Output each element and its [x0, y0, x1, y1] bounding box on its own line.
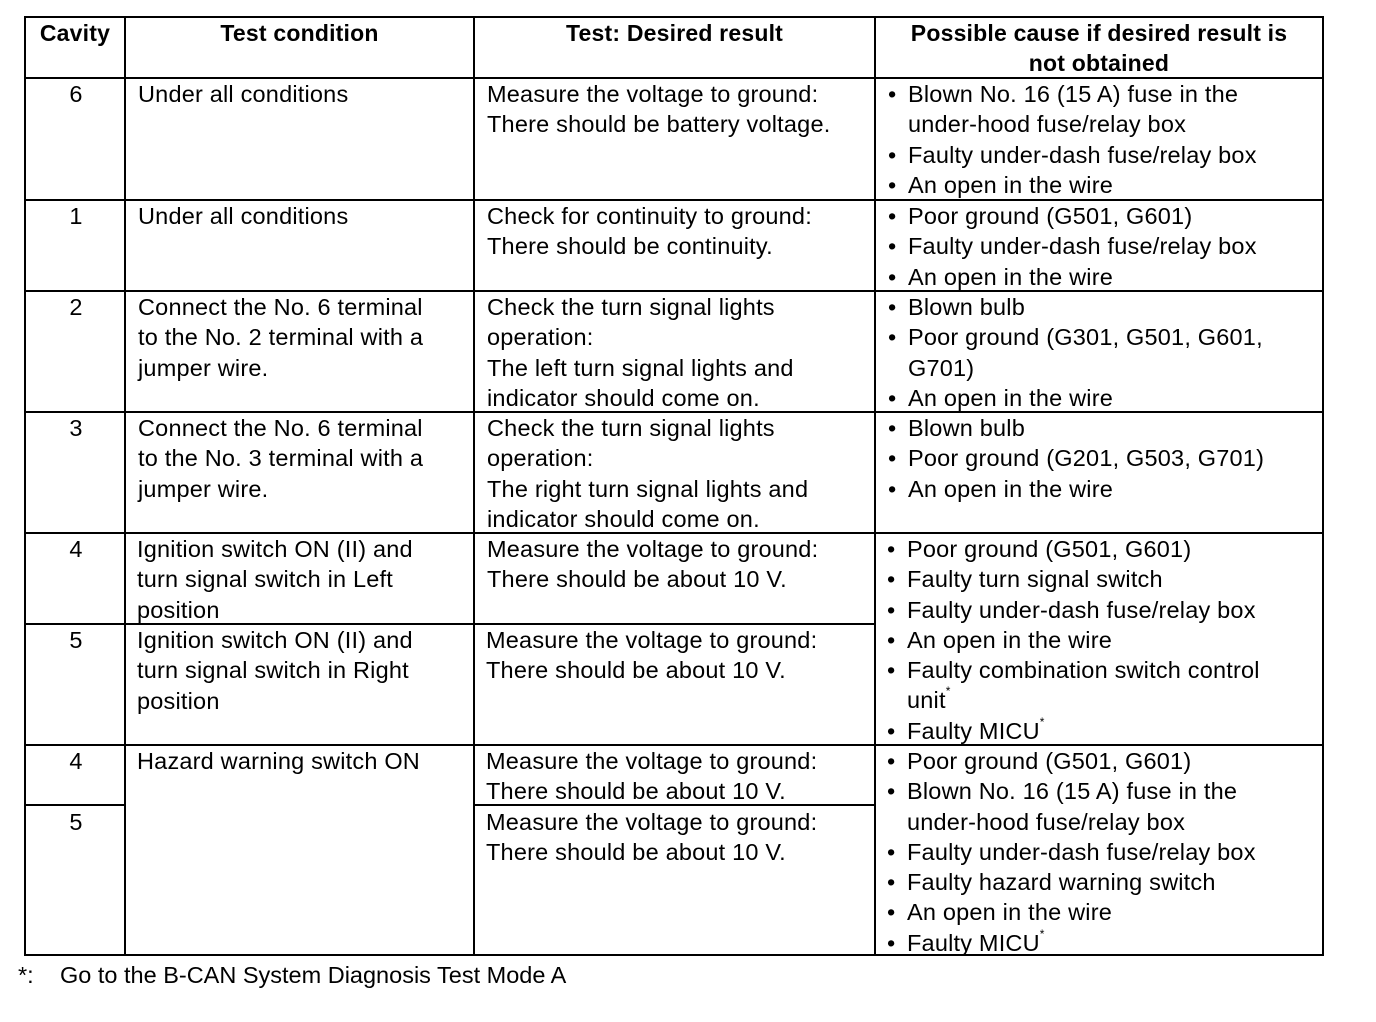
- condition-cell: [137, 746, 420, 776]
- diagnosis-table: [24, 16, 1324, 956]
- condition-cell: [138, 79, 348, 109]
- header-cavity: Cavity: [39, 20, 111, 46]
- cavity-cell: 5: [69, 809, 83, 835]
- desired-cell: [486, 625, 817, 686]
- condition-cell: [137, 625, 413, 716]
- cause-item: [883, 716, 1260, 746]
- condition-line: to the No. 3 terminal with a: [138, 445, 424, 472]
- condition-line: Hazard warning switch ON: [137, 748, 420, 774]
- cause-item: • Blown No. 16 (15 A) fuse in the: [883, 776, 1256, 806]
- header-cause-line2: not obtained: [1028, 50, 1170, 76]
- condition-line: Under all conditions: [138, 203, 349, 229]
- row-divider: [26, 804, 124, 806]
- cause-text: Faulty MICU: [907, 717, 1040, 744]
- asterisk-mark: *: [945, 684, 951, 699]
- cause-item: • Faulty hazard warning switch: [883, 867, 1256, 897]
- cause-item: • An open in the wire: [884, 383, 1263, 413]
- desired-line: There should be about 10 V.: [487, 566, 787, 593]
- cause-text: unit: [907, 687, 946, 714]
- asterisk-mark: *: [1039, 926, 1045, 941]
- cause-item-cont: under-hood fuse/relay box: [907, 808, 1186, 835]
- condition-line: Ignition switch ON (II) and: [137, 627, 413, 653]
- desired-line: Check for continuity to ground:: [487, 203, 812, 229]
- col-divider: [473, 18, 475, 954]
- cause-item: • Faulty under-dash fuse/relay box: [884, 231, 1257, 261]
- cavity-cell: 2: [69, 294, 83, 320]
- desired-cell: [487, 201, 812, 262]
- desired-line: operation:: [487, 324, 594, 351]
- cause-item: • Faulty turn signal switch: [883, 564, 1260, 594]
- desired-line: Measure the voltage to ground:: [486, 627, 818, 653]
- condition-line: to the No. 2 terminal with a: [138, 324, 424, 351]
- cause-list: [884, 292, 1263, 413]
- cause-item: • Blown No. 16 (15 A) fuse in the: [884, 79, 1257, 109]
- condition-line: Connect the No. 6 terminal: [138, 294, 423, 320]
- desired-line: The left turn signal lights and: [487, 354, 794, 381]
- condition-cell: [137, 534, 413, 625]
- desired-cell: [487, 534, 818, 595]
- footnote: [18, 960, 566, 990]
- condition-cell: [138, 201, 348, 231]
- header-test-condition: Test condition: [220, 20, 379, 46]
- desired-cell: [487, 79, 830, 140]
- desired-cell: [486, 746, 817, 807]
- cause-list: [884, 201, 1257, 292]
- condition-line: position: [137, 687, 220, 714]
- cause-item: • Poor ground (G501, G601): [883, 534, 1260, 564]
- cavity-cell: 1: [69, 203, 83, 229]
- desired-line: There should be continuity.: [487, 233, 773, 260]
- desired-cell: [486, 807, 817, 868]
- desired-line: The right turn signal lights and: [487, 475, 809, 502]
- desired-line: Check the turn signal lights: [487, 415, 775, 441]
- cause-list: [883, 746, 1256, 958]
- footnote-text: Go to the B-CAN System Diagnosis Test Mode A: [60, 962, 567, 988]
- desired-line: There should be about 10 V.: [486, 657, 786, 684]
- header-possible-cause: [876, 18, 1322, 78]
- desired-line: Measure the voltage to ground:: [486, 809, 818, 835]
- cause-item: • Poor ground (G201, G503, G701): [884, 443, 1264, 473]
- condition-line: Under all conditions: [138, 81, 349, 107]
- condition-line: jumper wire.: [138, 354, 269, 381]
- cause-item: • An open in the wire: [884, 170, 1257, 200]
- desired-line: There should be battery voltage.: [487, 111, 831, 138]
- cause-item: • Poor ground (G501, G601): [884, 201, 1257, 231]
- cause-item: [883, 928, 1256, 958]
- footnote-mark: *:: [18, 962, 34, 988]
- condition-line: turn signal switch in Left: [137, 566, 393, 593]
- cavity-cell: 5: [69, 627, 83, 653]
- condition-line: jumper wire.: [138, 475, 269, 502]
- desired-line: indicator should come on.: [487, 384, 760, 411]
- cause-item: • An open in the wire: [883, 625, 1260, 655]
- cause-item-cont: G701): [908, 354, 975, 381]
- cause-list: [884, 413, 1264, 504]
- desired-line: Measure the voltage to ground:: [487, 81, 819, 107]
- condition-line: Connect the No. 6 terminal: [138, 415, 423, 441]
- desired-line: There should be about 10 V.: [486, 839, 786, 866]
- cause-item: • Faulty under-dash fuse/relay box: [883, 595, 1260, 625]
- desired-cell: [487, 413, 808, 534]
- cause-item: • Blown bulb: [884, 292, 1263, 322]
- condition-line: turn signal switch in Right: [137, 657, 409, 684]
- cause-item: • Poor ground (G501, G601): [883, 746, 1256, 776]
- cavity-cell: 4: [69, 536, 83, 562]
- desired-line: Measure the voltage to ground:: [486, 748, 818, 774]
- header-desired-result: Test: Desired result: [565, 20, 784, 46]
- cause-item-cont: [883, 685, 1260, 715]
- col-divider: [874, 18, 876, 954]
- cavity-cell: 6: [69, 81, 83, 107]
- desired-line: There should be about 10 V.: [486, 778, 786, 805]
- asterisk-mark: *: [1039, 714, 1045, 729]
- cause-item: • Faulty under-dash fuse/relay box: [883, 837, 1256, 867]
- cause-item-cont: under-hood fuse/relay box: [908, 111, 1187, 138]
- cause-item: • Blown bulb: [884, 413, 1264, 443]
- cause-item: • An open in the wire: [884, 262, 1257, 292]
- condition-line: Ignition switch ON (II) and: [137, 536, 413, 562]
- cause-list: [884, 79, 1257, 200]
- desired-line: Check the turn signal lights: [487, 294, 775, 320]
- cause-list: [883, 534, 1260, 746]
- desired-cell: [487, 292, 794, 413]
- header-cause-line1: Possible cause if desired result is: [910, 20, 1288, 46]
- cause-item: • An open in the wire: [883, 897, 1256, 927]
- cause-item: • An open in the wire: [884, 474, 1264, 504]
- cause-item: • Faulty under-dash fuse/relay box: [884, 140, 1257, 170]
- desired-line: operation:: [487, 445, 594, 472]
- cavity-cell: 4: [69, 748, 83, 774]
- condition-cell: [138, 292, 423, 383]
- desired-line: indicator should come on.: [487, 505, 760, 532]
- desired-line: Measure the voltage to ground:: [487, 536, 819, 562]
- cause-item: • Poor ground (G301, G501, G601,: [884, 322, 1263, 352]
- condition-cell: [138, 413, 423, 504]
- cavity-cell: 3: [69, 415, 83, 441]
- condition-line: position: [137, 596, 220, 623]
- cause-text: Faulty MICU: [907, 929, 1040, 956]
- cause-item: • Faulty combination switch control: [883, 655, 1260, 685]
